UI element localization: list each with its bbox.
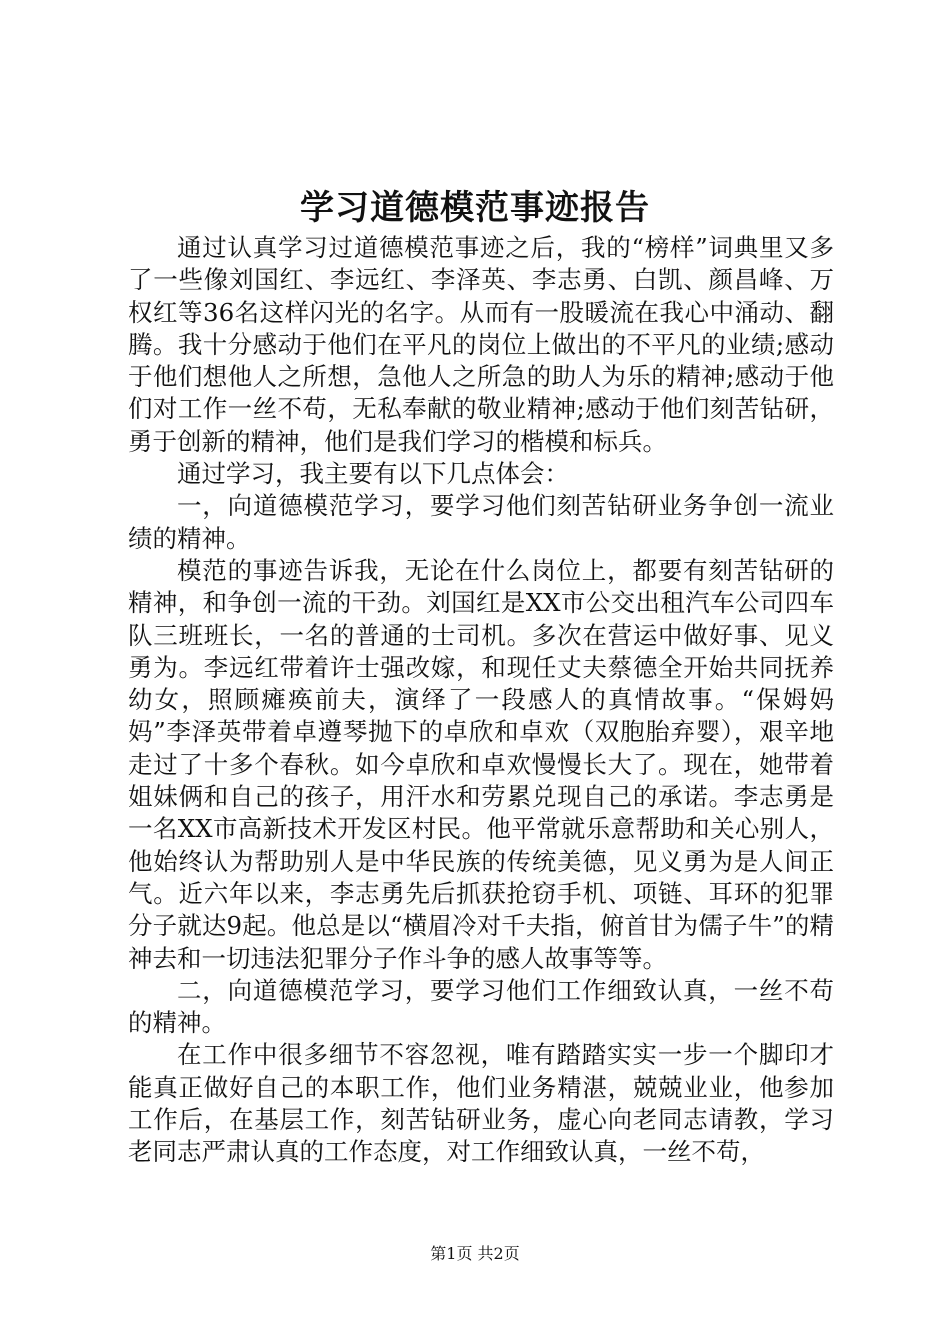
paragraph-intro: 通过认真学习过道德模范事迹之后，我的“榜样”词典里又多了一些像刘国红、李远红、李泽英、李志勇、白凯、颜昌峰、万权红等36名这样闪光的名字。从而有一股暖流在我心中涌动、翻腾。我十分感动于他们在平凡的岗位上做出的不平凡的业绩;感动于他们想他人之所想，急他人之所急的助人为乐的精神;感动于他们对工作一丝不苟，无私奉献的敬业精神;感动于他们刻苦钻研，勇于创新的精神，他们是我们学习的楷模和标兵。 — [128, 233, 834, 456]
paragraph-point-two-heading: 二，向道德模范学习，要学习他们工作细致认真，一丝不苟的精神。 — [128, 975, 834, 1038]
document-title: 学习道德模范事迹报告 — [300, 188, 650, 228]
paragraph-point-one-heading: 一，向道德模范学习，要学习他们刻苦钻研业务争创一流业绩的精神。 — [128, 491, 834, 553]
page-number-footer: 第1页 共2页 — [430, 1244, 520, 1263]
document-body — [128, 232, 834, 1169]
paragraph-point-one-body: 模范的事迹告诉我，无论在什么岗位上，都要有刻苦钻研的精神，和争创一流的干劲。刘国红是XX市公交出租汽车公司四车队三班班长，一名的普通的士司机。多次在营运中做好事、见义勇为。李远红带着许士强改嫁，和现任丈夫蔡德全开始共同抚养幼女，照顾瘫痪前夫，演绎了一段感人的真情故事。“保姆妈妈”李泽英带着卓遵琴抛下的卓欣和卓欢（双胞胎弃婴），艰辛地走过了十多个春秋。如今卓欣和卓欢慢慢长大了。现在，她带着姐妹俩和自己的孩子，用汗水和劳累兑现自己的承诺。李志勇是一名XX市高新技术开发区村民。他平常就乐意帮助和关心别人，他始终认为帮助别人是中华民族的传统美德，见义勇为是人间正气。近六年以来，李志勇先后抓获抢窃手机、项链、耳环的犯罪分子就达9起。他总是以“横眉冷对千夫指，俯首甘为儒子牛”的精神去和一切违法犯罪分子作斗争的感人故事等等。 — [128, 555, 834, 973]
paragraph-point-two-body: 在工作中很多细节不容忽视，唯有踏踏实实一步一个脚印才能真正做好自己的本职工作，他们业务精湛，兢兢业业，他参加工作后，在基层工作，刻苦钻研业务，虚心向老同志请教，学习老同志严肃认真的工作态度，对工作细致认真，一丝不苟， — [128, 1040, 834, 1167]
paragraph-summary-lead: 通过学习，我主要有以下几点体会： — [177, 459, 569, 489]
